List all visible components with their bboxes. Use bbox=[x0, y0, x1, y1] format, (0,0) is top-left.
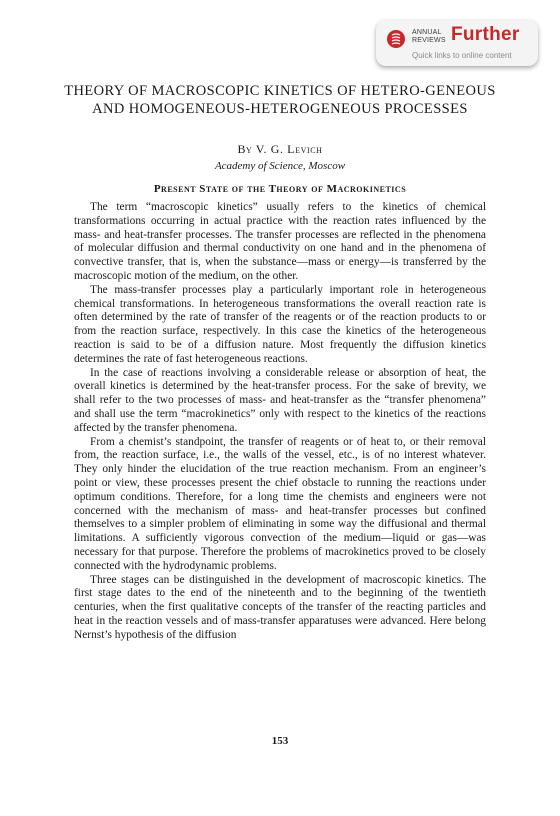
article-title: THEORY OF MACROSCOPIC KINETICS OF HETERO-GENEOUS AND HOMOGENEOUS-HETEROGENEOUS PROCESSES bbox=[64, 83, 496, 117]
paragraph-4: From a chemist’s standpoint, the transfer of reagents or of heat to, or their removal from, the reaction surface, i.e., the walls of the vessel, etc., is of no interest whatever. They only hinder the elucidation of the true reaction mechanism. From an engineer’s point or view, these processes present the chief obstacle to running the reactions under optimum conditions. Therefore, for a long time the chemists and engineers were not concerned with the mechanism of mass- and heat-transfer processes but confined themselves to a simpler problem of eliminating in some way the diffusional and thermal limitations. A sufficiently vigorous convection of the medium—liquid or gas—was necessary for that purpose. Therefore the problems of macrokinetics proved to be closely connected with the hydrodynamic problems. bbox=[74, 435, 486, 572]
page-number: 153 bbox=[271, 735, 289, 747]
author-affiliation: Academy of Science, Moscow bbox=[214, 160, 346, 172]
section-heading: Present State of the Theory of Macrokinetics bbox=[153, 183, 407, 195]
paragraph-2: The mass-transfer processes play a particularly important role in heterogeneous chemical transformations. In heterogeneous transformations the overall reaction rate is often determined by the rate of transfer of the reagents or of the reaction products to or from the reaction surface, respectively. In this case the kinetics of the heterogeneous reaction is said to be of a diffusion nature. Most frequently the diffusion kinetics determines the rate of fast heterogeneous reactions. bbox=[74, 283, 486, 365]
article-author: By V. G. Levich bbox=[237, 142, 323, 156]
annual-reviews-logo-icon bbox=[387, 30, 405, 48]
brand-line-1: ANNUAL bbox=[412, 29, 442, 36]
paragraph-1: The term “macroscopic kinetics” usually refers to the kinetics of chemical transformations occurring in actual practice with the reaction rates influenced by the mass- and heat-transfer processes. The transfer processes are reflected in the phenomena of molecular diffusion and thermal conductivity on one hand and in the phenomena of convective transfer, that is, when the substance—mass or energy—is transferred by the macroscopic motion of the medium, on the other. bbox=[74, 201, 486, 282]
brand-name bbox=[412, 29, 446, 45]
further-label[interactable]: Further bbox=[451, 24, 520, 45]
brand-line-2: REVIEWS bbox=[412, 37, 446, 44]
paragraph-3: In the case of reactions involving a considerable release or absorption of heat, the overall kinetics is determined by the heat-transfer process. For the sake of brevity, we shall refer to the two processes of mass- and heat-transfer as the “transfer phenomena” and shall use the term “macrokinetics” only with respect to the kinetics of the reactions affected by the transfer phenomena. bbox=[74, 366, 486, 434]
article-body bbox=[74, 201, 486, 643]
paragraph-5: Three stages can be distinguished in the development of macroscopic kinetics. The first stage dates to the end of the nineteenth and to the beginning of the twentieth centuries, when the first qualitative concepts of the transfer of the reacting particles and heat in the reaction vessels and of mass-transfer apparatuses were advanced. Here belong Nernst’s hypothesis of the diffusion bbox=[74, 573, 486, 641]
further-badge[interactable] bbox=[376, 20, 538, 66]
further-subtitle: Quick links to online content bbox=[412, 51, 512, 60]
